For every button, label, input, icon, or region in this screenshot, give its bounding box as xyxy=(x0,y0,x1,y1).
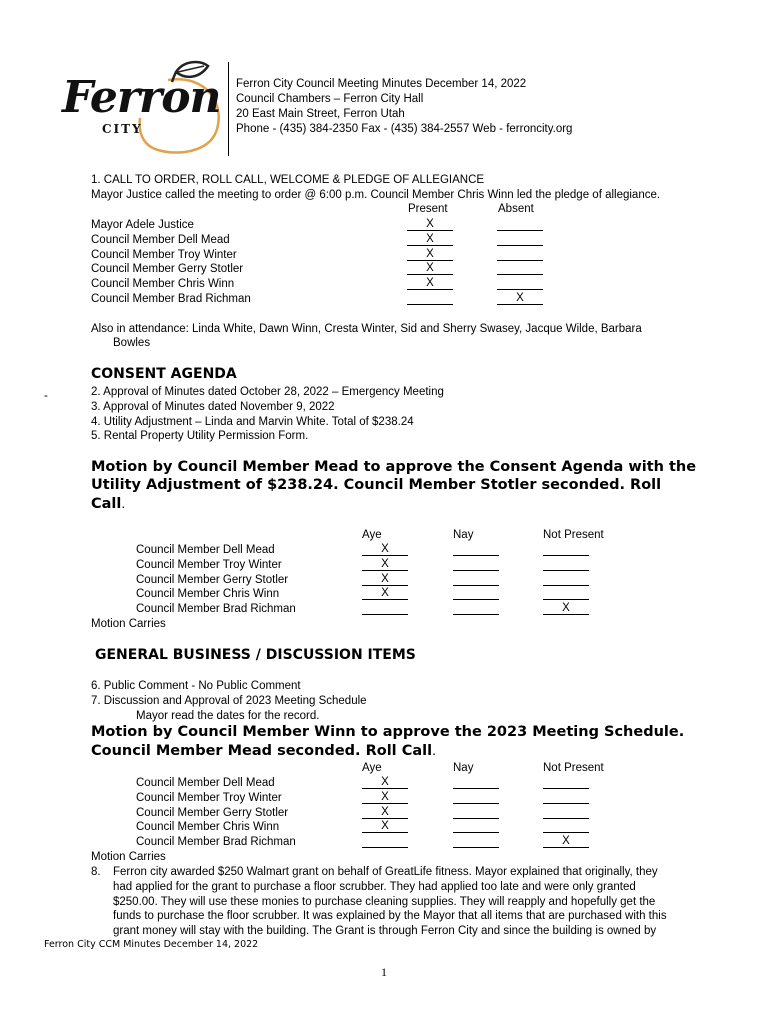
nay-mark xyxy=(453,587,499,600)
roll-call-name: Council Member Dell Mead xyxy=(91,233,230,246)
not-present-mark xyxy=(543,776,589,789)
item-8-line: had applied for the grant to purchase a floor scrubber. They had applied too late and were only granted xyxy=(113,880,636,893)
general-motion-2-text: Council Member Mead seconded. Roll Call xyxy=(91,743,433,759)
col-present: Present xyxy=(408,203,448,215)
general-col-nay: Nay xyxy=(453,762,474,774)
call-to-order-text: Mayor Justice called the meeting to order @ 6:00 p.m. Council Member Chris Winn led the pledge of allegiance. xyxy=(91,189,661,201)
not-present-mark xyxy=(543,573,589,586)
not-present-mark xyxy=(543,791,589,804)
present-mark: X xyxy=(407,277,453,290)
consent-motion-2: Utility Adjustment of $238.24. Council Member Stotler seconded. Roll xyxy=(91,477,662,493)
roll-call-name: Council Member Brad Richman xyxy=(91,293,251,305)
aye-mark: X xyxy=(362,776,408,789)
aye-mark: X xyxy=(362,543,408,556)
header-contact: Phone - (435) 384-2350 Fax - (435) 384-2557 Web - ferroncity.org xyxy=(236,123,573,135)
aye-mark: X xyxy=(362,791,408,804)
nay-mark xyxy=(453,543,499,556)
consent-col-np: Not Present xyxy=(543,529,604,541)
aye-mark: X xyxy=(362,587,408,600)
present-mark: X xyxy=(407,218,453,231)
roll-call-row xyxy=(91,277,591,292)
vote-member-name: Council Member Gerry Stotler xyxy=(136,573,289,586)
page-number: 1 xyxy=(381,965,387,979)
absent-mark xyxy=(497,218,543,231)
vote-row xyxy=(136,791,596,806)
vote-member-name: Council Member Brad Richman xyxy=(136,836,296,849)
aye-mark: X xyxy=(362,806,408,819)
consent-item: 3. Approval of Minutes dated November 9, 2022 xyxy=(91,400,335,413)
vote-member-name: Council Member Troy Winter xyxy=(136,558,282,571)
roll-call-row xyxy=(91,248,591,263)
item-8-number: 8. xyxy=(91,866,101,878)
absent-mark: X xyxy=(497,292,543,305)
vote-row xyxy=(136,835,596,850)
item-7-note: Mayor read the dates for the record. xyxy=(136,710,320,722)
vote-row xyxy=(136,602,596,617)
consent-heading: CONSENT AGENDA xyxy=(91,366,237,382)
nay-mark xyxy=(453,820,499,833)
aye-mark xyxy=(362,602,408,615)
consent-motion-3-text: Call xyxy=(91,496,122,512)
item-8-line: Ferron city awarded $250 Walmart grant on behalf of GreatLife fitness. Mayor explained that originally, they xyxy=(113,866,658,878)
roll-call-name: Council Member Gerry Stotler xyxy=(91,263,244,276)
roll-call-row xyxy=(91,262,591,277)
vote-row xyxy=(136,558,596,573)
not-present-mark xyxy=(543,558,589,571)
vote-member-name: Council Member Chris Winn xyxy=(136,821,280,834)
consent-col-nay: Nay xyxy=(453,529,474,541)
not-present-mark xyxy=(543,806,589,819)
nay-mark xyxy=(453,602,499,615)
call-to-order-heading: 1. CALL TO ORDER, ROLL CALL, WELCOME & PLEDGE OF ALLEGIANCE xyxy=(91,174,485,186)
not-present-mark xyxy=(543,587,589,600)
consent-motion-3 xyxy=(91,495,125,512)
item-7: 7. Discussion and Approval of 2023 Meeting Schedule xyxy=(91,695,367,707)
absent-mark xyxy=(497,262,543,275)
not-present-mark xyxy=(543,543,589,556)
item-8-line: grant money will stay with the building. The Grant is through Ferron City and since the building is owned by xyxy=(113,925,657,938)
vote-row xyxy=(136,776,596,791)
general-col-np: Not Present xyxy=(543,762,604,774)
item-6: 6. Public Comment - No Public Comment xyxy=(91,680,301,692)
vote-member-name: Council Member Troy Winter xyxy=(136,791,282,804)
logo-city: CITY xyxy=(102,122,143,136)
vote-member-name: Council Member Gerry Stotler xyxy=(136,806,289,819)
item-8-line: funds to purchase the floor scrubber. It was explained by the Mayor that all items that are purchased with this xyxy=(113,910,667,923)
header-location: Council Chambers – Ferron City Hall xyxy=(236,93,424,105)
header-title: Ferron City Council Meeting Minutes December 14, 2022 xyxy=(236,78,527,90)
general-result: Motion Carries xyxy=(91,851,166,863)
roll-call-name: Council Member Chris Winn xyxy=(91,278,235,291)
footer-text: Ferron City CCM Minutes December 14, 2022 xyxy=(44,939,259,950)
consent-motion-3-end: . xyxy=(121,495,126,511)
general-col-aye: Aye xyxy=(362,762,382,774)
vote-row xyxy=(136,587,596,602)
general-motion-1: Motion by Council Member Winn to approve the 2023 Meeting Schedule. xyxy=(91,724,685,740)
consent-result: Motion Carries xyxy=(91,618,166,630)
nay-mark xyxy=(453,791,499,804)
col-absent: Absent xyxy=(498,203,534,215)
vote-row xyxy=(136,806,596,821)
nay-mark xyxy=(453,776,499,789)
consent-item: 5. Rental Property Utility Permission Form. xyxy=(91,430,309,443)
vote-row xyxy=(136,820,596,835)
vote-row xyxy=(136,573,596,588)
logo-wordmark: Ferron xyxy=(62,72,221,123)
present-mark: X xyxy=(407,233,453,246)
nay-mark xyxy=(453,573,499,586)
absent-mark xyxy=(497,248,543,261)
aye-mark: X xyxy=(362,820,408,833)
general-heading: GENERAL BUSINESS / DISCUSSION ITEMS xyxy=(95,647,416,663)
absent-mark xyxy=(497,233,543,246)
nay-mark xyxy=(453,835,499,848)
vote-row xyxy=(136,543,596,558)
vote-member-name: Council Member Dell Mead xyxy=(136,777,275,789)
not-present-mark: X xyxy=(543,602,589,615)
general-motion-2-end: . xyxy=(432,742,436,758)
present-mark xyxy=(407,292,453,305)
consent-motion-1: Motion by Council Member Mead to approve the Consent Agenda with the xyxy=(91,459,697,475)
roll-call-name: Mayor Adele Justice xyxy=(91,219,194,231)
present-mark: X xyxy=(407,248,453,261)
present-mark: X xyxy=(407,262,453,275)
roll-call-name: Council Member Troy Winter xyxy=(91,248,237,261)
vote-member-name: Council Member Dell Mead xyxy=(136,544,275,556)
header-divider xyxy=(228,62,229,156)
roll-call-row xyxy=(91,233,591,248)
attendance-line-2: Bowles xyxy=(113,337,151,349)
roll-call-row xyxy=(91,218,591,233)
roll-call-row xyxy=(91,292,591,307)
absent-mark xyxy=(497,277,543,290)
vote-member-name: Council Member Brad Richman xyxy=(136,603,296,616)
aye-mark: X xyxy=(362,558,408,571)
attendance-line-1: Also in attendance: Linda White, Dawn Winn, Cresta Winter, Sid and Sherry Swasey, Jacque Wilde, Barbara xyxy=(91,323,642,335)
ferron-city-logo xyxy=(58,58,228,158)
consent-item: 2. Approval of Minutes dated October 28, 2022 – Emergency Meeting xyxy=(91,386,444,398)
item-8-line: $250.00. They will use these monies to purchase cleaning supplies. They will reapply and hopefully get the xyxy=(113,895,656,908)
consent-dash: - xyxy=(44,390,48,402)
aye-mark xyxy=(362,835,408,848)
not-present-mark: X xyxy=(543,835,589,848)
consent-item: 4. Utility Adjustment – Linda and Marvin White. Total of $238.24 xyxy=(91,415,414,428)
header-address: 20 East Main Street, Ferron Utah xyxy=(236,108,405,120)
nay-mark xyxy=(453,558,499,571)
consent-col-aye: Aye xyxy=(362,529,382,541)
aye-mark: X xyxy=(362,573,408,586)
nay-mark xyxy=(453,806,499,819)
general-motion-2 xyxy=(91,742,436,759)
vote-member-name: Council Member Chris Winn xyxy=(136,588,280,601)
not-present-mark xyxy=(543,820,589,833)
